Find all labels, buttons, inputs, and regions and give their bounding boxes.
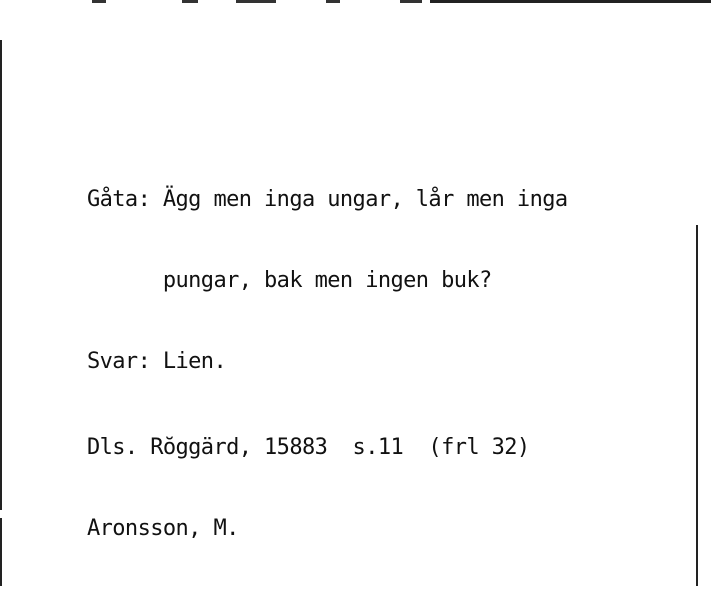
card-right-border <box>696 225 698 586</box>
riddle-line: pungar, bak men ingen buk? <box>87 268 492 293</box>
source-block <box>87 380 530 596</box>
card-top-border-fragment <box>236 0 276 3</box>
riddle-line: Gåta: Ägg men inga ungar, lår men inga <box>87 187 568 212</box>
card-left-border-lower <box>0 518 2 586</box>
collector-name: Aronsson, M. <box>87 516 239 541</box>
card-left-border <box>0 40 2 510</box>
answer-line: Svar: Lien. <box>87 349 227 374</box>
card-top-border-fragment <box>326 0 340 3</box>
card-top-border <box>430 0 711 3</box>
card-top-border-fragment <box>182 0 198 3</box>
card-top-border-fragment <box>400 0 422 3</box>
source-reference: Dls. Rŏggärd, 15883 s.11 (frl 32) <box>87 435 530 460</box>
card-top-border-fragment <box>92 0 106 3</box>
